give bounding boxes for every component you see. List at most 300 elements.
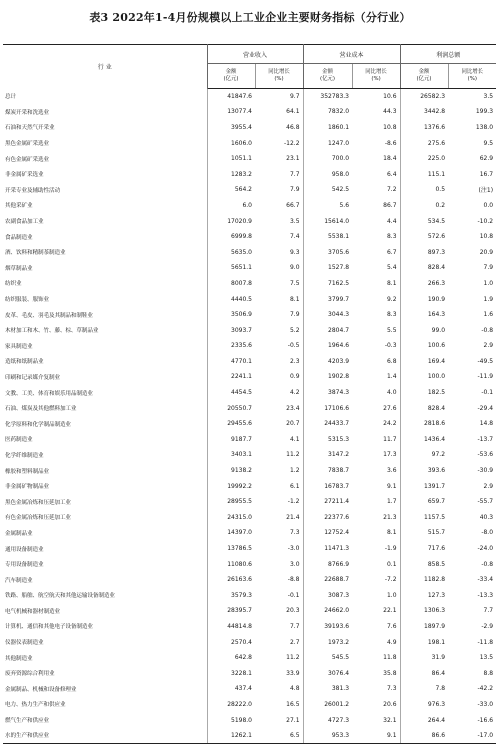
cost-growth-cell: 7.3 [352,681,400,697]
profit-amount-cell: 858.5 [427,560,446,568]
cost-growth-cell: -8.6 [352,135,400,151]
cost-growth-cell: 9.2 [352,291,400,307]
profit-amount-cell: 190.9 [427,295,446,303]
profit-growth-cell: -49.5 [477,357,494,365]
table-row [3,650,496,666]
industry-name: 非金属矿采选业 [3,166,207,182]
industry-name: 金属制品业 [3,525,207,541]
cost-growth-cell: 8.1 [352,525,400,541]
profit-amount-cell: 182.5 [427,389,446,397]
revenue-growth-cell: 21.4 [255,510,303,526]
profit-amount-cell: 393.6 [427,467,446,475]
table-row [3,603,496,619]
profit-amount-cell: 828.4 [427,404,446,412]
table-row [3,291,496,307]
col-header-revenue-growth: 同比增长 (%) [255,64,303,89]
revenue-amount-cell: 564.2 [234,186,252,194]
table-row [3,525,496,541]
industry-name: 开采专业及辅助性活动 [3,182,207,198]
profit-amount-cell: 7.8 [435,685,446,693]
profit-growth-cell: 8.8 [483,669,494,677]
revenue-amount-cell: 28955.5 [227,498,252,506]
revenue-growth-cell: 23.4 [255,400,303,416]
profit-growth-cell: -33.0 [477,700,494,708]
cost-amount-cell: 22688.7 [324,576,350,584]
revenue-growth-cell: 3.0 [255,556,303,572]
profit-amount-cell: 225.0 [427,155,446,163]
industry-name: 木材加工和木、竹、藤、棕、草制品业 [3,322,207,338]
revenue-growth-cell: 46.8 [255,120,303,136]
col-header-revenue-amount: 金额 (亿元) [207,64,255,89]
cost-amount-cell: 542.5 [331,186,350,194]
cost-amount-cell: 1860.1 [328,123,350,131]
cost-growth-cell: 27.6 [352,400,400,416]
col-header-profit-growth: 同比增长 (%) [448,64,496,89]
revenue-amount-cell: 13077.4 [227,108,252,116]
profit-amount-cell: 100.6 [427,342,446,350]
table-row [3,556,496,572]
cost-amount-cell: 545.5 [331,654,350,662]
profit-amount-cell: 717.6 [427,545,446,553]
profit-growth-cell: 40.3 [479,513,494,521]
industry-name: 电力、热力生产和供应业 [3,697,207,713]
table-row [3,712,496,728]
table-row [3,494,496,510]
industry-name: 其他制造业 [3,650,207,666]
profit-growth-cell: 2.9 [483,342,494,350]
cost-amount-cell: 2804.7 [328,326,350,334]
profit-amount-cell: 164.3 [427,311,446,319]
revenue-growth-cell: 2.3 [255,354,303,370]
cost-amount-cell: 1902.8 [328,373,350,381]
industry-name: 水的生产和供应业 [3,728,207,744]
revenue-amount-cell: 9138.2 [231,467,252,475]
profit-amount-cell: 127.3 [427,591,446,599]
profit-amount-cell: 275.6 [427,139,446,147]
profit-growth-cell: -29.4 [477,404,494,412]
profit-amount-cell: 1897.9 [424,622,446,630]
col-header-cost-amount: 金额 (亿元) [303,64,352,89]
cost-amount-cell: 352783.3 [320,93,350,101]
industry-name: 废弃资源综合利用业 [3,665,207,681]
industry-name: 金属制品、机械和设备修理业 [3,681,207,697]
table-row [3,89,496,105]
profit-growth-cell: -24.0 [477,545,494,553]
profit-amount-cell: 169.4 [427,357,446,365]
revenue-amount-cell: 44814.8 [227,622,252,630]
profit-growth-cell: -16.6 [477,716,494,724]
cost-growth-cell: 0.1 [352,556,400,572]
revenue-amount-cell: 3579.3 [231,591,252,599]
profit-amount-cell: 659.7 [427,498,446,506]
cost-growth-cell: 22.1 [352,603,400,619]
profit-growth-cell: -10.2 [477,217,494,225]
profit-amount-cell: 3442.8 [424,108,446,116]
cost-amount-cell: 8766.9 [328,560,350,568]
industry-name: 总计 [3,89,207,105]
revenue-amount-cell: 3506.9 [231,311,252,319]
revenue-growth-cell: 7.7 [255,166,303,182]
table-row [3,697,496,713]
revenue-amount-cell: 1262.1 [207,728,255,744]
revenue-growth-cell: 7.9 [255,182,303,198]
table-row [3,681,496,697]
profit-amount-cell: 100.0 [427,373,446,381]
revenue-amount-cell: 4440.5 [231,295,252,303]
table-row [3,166,496,182]
cost-amount-cell: 7162.5 [328,279,350,287]
industry-name: 化学原料和化学制品制造业 [3,416,207,432]
profit-amount-cell: 99.0 [431,326,446,334]
industry-name: 文教、工美、体育和娱乐用品制造业 [3,385,207,401]
profit-growth-cell: -13.3 [477,591,494,599]
cost-amount-cell: 16783.7 [324,482,350,490]
profit-growth-cell: 13.5 [479,654,494,662]
revenue-growth-cell: 7.5 [255,276,303,292]
profit-amount-cell: 1306.3 [424,607,446,615]
table-row [3,104,496,120]
table-row [3,588,496,604]
cost-amount-cell: 15614.0 [324,217,350,225]
profit-amount-cell: 0.2 [435,201,446,209]
table-row [3,665,496,681]
cost-amount-cell: 4203.9 [328,357,350,365]
group-header-revenue: 营业收入 [207,45,303,64]
revenue-growth-cell: 7.9 [255,307,303,323]
industry-name: 皮革、毛皮、羽毛及其制品和制鞋业 [3,307,207,323]
profit-amount-cell: 534.5 [427,217,446,225]
cost-amount-cell: 4727.3 [328,716,350,724]
cost-growth-cell: 32.1 [352,712,400,728]
cost-growth-cell: -7.2 [352,572,400,588]
industry-name: 汽车制造业 [3,572,207,588]
cost-amount-cell: 7832.0 [328,108,350,116]
industry-name: 燃气生产和供应业 [3,712,207,728]
profit-growth-cell: 1.9 [483,295,494,303]
revenue-growth-cell: 2.7 [255,634,303,650]
industry-name: 计算机、通信和其他电子设备制造业 [3,619,207,635]
cost-growth-cell: -1.9 [352,541,400,557]
cost-growth-cell: 7.2 [352,182,400,198]
profit-growth-cell: -42.2 [477,685,494,693]
cost-growth-cell: 20.6 [352,697,400,713]
industry-name: 煤炭开采和洗选业 [3,104,207,120]
cost-amount-cell: 1964.6 [328,342,350,350]
profit-amount-cell: 1391.7 [424,482,446,490]
profit-amount-cell: 266.3 [427,279,446,287]
industry-name: 印刷和记录媒介复制业 [3,369,207,385]
revenue-growth-cell: 7.7 [255,619,303,635]
industry-name: 食品制造业 [3,229,207,245]
revenue-growth-cell: 7.4 [255,229,303,245]
revenue-growth-cell: 16.5 [255,697,303,713]
cost-amount-cell: 381.3 [331,685,350,693]
cost-growth-cell: 8.3 [352,307,400,323]
profit-amount-cell: 86.4 [431,669,446,677]
industry-name: 铁路、船舶、航空航天和其他运输设备制造业 [3,588,207,604]
table-row [3,572,496,588]
revenue-growth-cell: 3.5 [255,213,303,229]
revenue-amount-cell: 26163.6 [227,576,252,584]
table-row [3,213,496,229]
cost-amount-cell: 5.6 [339,201,350,209]
revenue-amount-cell: 41847.6 [227,93,252,101]
table-row [3,244,496,260]
table-row [3,182,496,198]
revenue-amount-cell: 5651.1 [231,264,252,272]
cost-amount-cell: 1973.2 [328,638,350,646]
revenue-amount-cell: 1051.1 [231,155,252,163]
profit-growth-cell: 9.5 [483,139,494,147]
table-row [3,276,496,292]
profit-amount-cell: 515.7 [427,529,446,537]
cost-amount-cell: 3076.4 [328,669,350,677]
table-row [3,463,496,479]
revenue-growth-cell: -12.2 [255,135,303,151]
revenue-growth-cell: 4.8 [255,681,303,697]
profit-growth-cell: -13.7 [477,435,494,443]
profit-growth-cell: 0.0 [483,201,494,209]
profit-amount-cell: 897.3 [427,248,446,256]
profit-growth-cell: -11.8 [477,638,494,646]
revenue-amount-cell: 1606.0 [231,139,252,147]
revenue-amount-cell: 29455.6 [227,420,252,428]
revenue-amount-cell: 2570.4 [231,638,252,646]
industry-name: 纺织服装、服饰业 [3,291,207,307]
revenue-growth-cell: 33.9 [255,665,303,681]
profit-amount-cell: 0.5 [435,186,446,194]
revenue-amount-cell: 28222.0 [227,700,252,708]
profit-growth-cell: -55.7 [477,498,494,506]
revenue-growth-cell: 11.2 [255,447,303,463]
profit-growth-cell: -8.0 [481,529,494,537]
cost-growth-cell: 1.7 [352,494,400,510]
revenue-amount-cell: 8007.8 [231,279,252,287]
profit-growth-cell: -53.6 [477,451,494,459]
table-row [3,619,496,635]
table-body [3,89,496,744]
industry-name: 其他采矿业 [3,198,207,214]
industry-name: 医药制造业 [3,432,207,448]
revenue-amount-cell: 437.4 [234,685,252,693]
revenue-growth-cell: 9.0 [255,260,303,276]
revenue-growth-cell: 1.2 [255,463,303,479]
profit-amount-cell: 198.1 [427,638,446,646]
table-row [3,385,496,401]
cost-amount-cell: 3087.3 [328,591,350,599]
cost-growth-cell: 6.8 [352,354,400,370]
profit-growth-cell: 2.9 [483,482,494,490]
revenue-growth-cell: 8.1 [255,291,303,307]
table-title: 表3 2022年1-4月份规模以上工业企业主要财务指标（分行业） [89,11,411,24]
revenue-growth-cell: 11.2 [255,650,303,666]
revenue-amount-cell: 13786.5 [227,545,252,553]
industry-name: 黑色金属冶炼和压延加工业 [3,494,207,510]
profit-growth-cell: -2.9 [481,622,494,630]
revenue-growth-cell: -0.1 [255,588,303,604]
cost-growth-cell: 10.6 [352,89,400,105]
industry-header: 行 业 [3,45,207,89]
revenue-growth-cell: -3.0 [255,541,303,557]
cost-amount-cell: 26001.2 [324,700,350,708]
industry-name: 橡胶和塑料制品业 [3,463,207,479]
profit-amount-cell: 86.6 [400,728,448,744]
cost-growth-cell: 11.8 [352,650,400,666]
profit-growth-cell: -0.8 [481,560,494,568]
cost-growth-cell: 4.9 [352,634,400,650]
revenue-amount-cell: 4454.5 [231,389,252,397]
profit-amount-cell: 31.9 [431,654,446,662]
table-row [3,260,496,276]
industry-name: 造纸和纸制品业 [3,354,207,370]
cost-amount-cell: 24433.7 [324,420,350,428]
revenue-growth-cell: 20.7 [255,416,303,432]
revenue-growth-cell: 0.9 [255,369,303,385]
table-row [3,510,496,526]
revenue-amount-cell: 3955.4 [231,123,252,131]
table-row [3,369,496,385]
profit-amount-cell: 2818.6 [424,420,446,428]
cost-growth-cell: 18.4 [352,151,400,167]
revenue-amount-cell: 24315.0 [227,513,252,521]
revenue-growth-cell: 27.1 [255,712,303,728]
profit-growth-cell: (注1) [478,187,494,195]
table-row [3,447,496,463]
cost-amount-cell: 953.3 [303,728,352,744]
table-row [3,229,496,245]
profit-amount-cell: 97.2 [431,451,446,459]
cost-amount-cell: 7838.7 [328,467,350,475]
profit-amount-cell: 1436.4 [424,435,446,443]
cost-growth-cell: 1.0 [352,588,400,604]
cost-growth-cell: 4.0 [352,385,400,401]
revenue-growth-cell: 9.3 [255,244,303,260]
industry-name: 家具制造业 [3,338,207,354]
revenue-amount-cell: 5635.0 [231,248,252,256]
revenue-growth-cell: 6.1 [255,478,303,494]
cost-amount-cell: 22377.6 [324,513,350,521]
industry-name: 烟草制品业 [3,260,207,276]
cost-amount-cell: 11471.3 [324,545,350,553]
profit-amount-cell: 1182.8 [424,576,446,584]
table-row [3,151,496,167]
industry-name: 化学纤维制造业 [3,447,207,463]
profit-growth-cell: 62.9 [479,155,494,163]
industry-name: 有色金属矿采选业 [3,151,207,167]
profit-amount-cell: 264.4 [427,716,446,724]
revenue-amount-cell: 3093.7 [231,326,252,334]
cost-growth-cell: 11.7 [352,432,400,448]
revenue-amount-cell: 9187.7 [231,435,252,443]
financial-indicators-table [3,44,496,744]
cost-amount-cell: 1527.8 [328,264,350,272]
revenue-amount-cell: 19992.2 [227,482,252,490]
cost-growth-cell: 10.8 [352,120,400,136]
profit-growth-cell: -33.4 [477,576,494,584]
cost-growth-cell: 1.4 [352,369,400,385]
industry-name: 石油和天然气开采业 [3,120,207,136]
group-header-cost: 营业成本 [303,45,400,64]
cost-amount-cell: 700.0 [331,155,350,163]
table-row [3,135,496,151]
cost-amount-cell: 39193.6 [324,622,350,630]
revenue-amount-cell: 1283.2 [231,170,252,178]
cost-growth-cell: 9.1 [352,728,400,744]
header-row-groups [3,45,496,64]
profit-growth-cell: 7.9 [483,264,494,272]
cost-growth-cell: 7.6 [352,619,400,635]
cost-amount-cell: 3705.6 [328,248,350,256]
revenue-amount-cell: 3403.1 [231,451,252,459]
cost-amount-cell: 3044.3 [328,311,350,319]
cost-growth-cell: 6.4 [352,166,400,182]
revenue-amount-cell: 6999.8 [231,233,252,241]
profit-amount-cell: 1376.6 [424,123,446,131]
revenue-amount-cell: 6.0 [242,201,252,209]
profit-growth-cell: -17.0 [448,728,496,744]
table-row [3,307,496,323]
profit-growth-cell: 199.3 [475,108,494,116]
table-row [3,322,496,338]
table-row [3,354,496,370]
revenue-growth-cell: -8.8 [255,572,303,588]
table-row [3,198,496,214]
cost-growth-cell: 8.1 [352,276,400,292]
revenue-growth-cell: 66.7 [255,198,303,214]
col-header-profit-amount: 金额 (亿元) [400,64,448,89]
cost-growth-cell: 8.3 [352,229,400,245]
table-row [3,541,496,557]
profit-amount-cell: 115.1 [427,170,446,178]
cost-growth-cell: 21.3 [352,510,400,526]
profit-growth-cell: -0.1 [481,389,494,397]
revenue-growth-cell: 6.5 [255,728,303,744]
profit-growth-cell: 14.8 [479,420,494,428]
table-row [3,400,496,416]
cost-growth-cell: 17.3 [352,447,400,463]
cost-amount-cell: 24662.0 [324,607,350,615]
revenue-growth-cell: 64.1 [255,104,303,120]
cost-amount-cell: 3147.2 [328,451,350,459]
revenue-growth-cell: -0.5 [255,338,303,354]
profit-amount-cell: 1157.5 [424,513,446,521]
cost-amount-cell: 27211.4 [324,498,350,506]
industry-name: 石油、煤炭及其他燃料加工业 [3,400,207,416]
cost-growth-cell: 5.5 [352,322,400,338]
profit-growth-cell: 138.0 [475,123,494,131]
table-row [3,120,496,136]
industry-name: 通用设备制造业 [3,541,207,557]
profit-growth-cell: 16.7 [479,170,494,178]
cost-growth-cell: 44.3 [352,104,400,120]
table-row [3,432,496,448]
revenue-growth-cell: 4.2 [255,385,303,401]
profit-growth-cell: 1.0 [483,279,494,287]
cost-growth-cell: 4.4 [352,213,400,229]
profit-growth-cell: -0.8 [481,326,494,334]
revenue-growth-cell: 20.3 [255,603,303,619]
profit-amount-cell: 26582.3 [420,93,446,101]
industry-name: 专用设备制造业 [3,556,207,572]
cost-amount-cell: 5315.3 [328,435,350,443]
revenue-amount-cell: 3228.1 [231,669,252,677]
col-header-cost-growth: 同比增长 (%) [352,64,400,89]
table-row [3,416,496,432]
cost-growth-cell: 5.4 [352,260,400,276]
revenue-growth-cell: 5.2 [255,322,303,338]
revenue-amount-cell: 2335.6 [231,342,252,350]
revenue-growth-cell: 23.1 [255,151,303,167]
